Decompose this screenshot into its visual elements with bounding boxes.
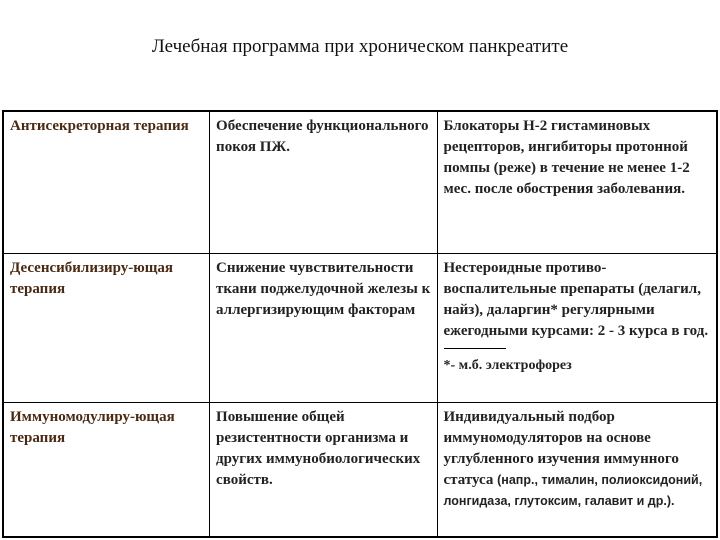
page-title: Лечебная программа при хроническом панкреатите xyxy=(151,36,569,57)
therapy-cell: Антисекреторная терапия xyxy=(3,111,210,254)
therapy-cell: Иммуномодулиру-ющая терапия xyxy=(3,403,210,538)
therapy-cell: Десенсибилизиру-ющая терапия xyxy=(3,254,210,403)
footnote: *- м.б. электрофорез xyxy=(443,358,572,373)
footnote-divider xyxy=(444,348,506,349)
means-cell xyxy=(437,403,717,538)
means-cell xyxy=(437,254,717,403)
table-row xyxy=(3,111,717,254)
means-detail: (напр., тималин, полиоксидоний, лонгидаза, глутоксим, галавит и др.). xyxy=(443,473,703,508)
table-row xyxy=(3,254,717,403)
goal-cell: Обеспечение функционального покоя ПЖ. xyxy=(210,111,437,254)
table-row xyxy=(3,403,717,538)
means-text: Нестероидные противо-воспалительные препараты (делагил, найз), даларгин* регулярными ежегодными курсами: 2 - 3 курса в год. xyxy=(443,260,709,339)
therapy-table xyxy=(2,110,718,538)
goal-cell: Снижение чувствительности ткани поджелудочной железы к аллергизирующим факторам xyxy=(210,254,437,403)
means-cell: Блокаторы Н-2 гистаминовых рецепторов, ингибиторы протонной помпы (реже) в течение не менее 1-2 мес. после обострения заболевания. xyxy=(437,111,717,254)
means-text: Индивидуальный подбор иммуномодуляторов на основе углубленного изучения иммунного статуса xyxy=(443,409,679,488)
goal-cell: Повышение общей резистентности организма и других иммунобиологических свойств. xyxy=(210,403,437,538)
